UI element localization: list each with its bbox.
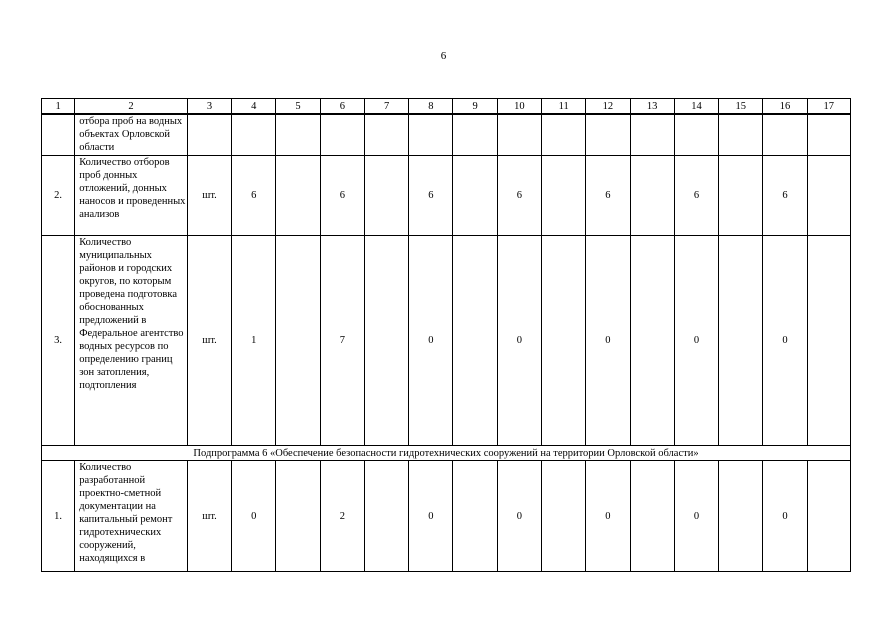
value-cell: [542, 236, 586, 446]
indicator-name: отбора проб на водных объектах Орловской области: [75, 114, 188, 156]
page-number: 6: [440, 50, 447, 62]
table-row: [42, 156, 851, 236]
value-cell: [453, 461, 497, 572]
column-header: 2: [75, 99, 188, 115]
value-cell: [763, 114, 807, 156]
unit-cell: [187, 114, 231, 156]
unit-cell: шт.: [187, 156, 231, 236]
value-cell: [807, 114, 850, 156]
value-cell: 0: [763, 461, 807, 572]
subprogram-title: Подпрограмма 6 «Обеспечение безопасности гидротехнических сооружений на территории Орловской области»: [42, 446, 851, 461]
value-cell: [542, 114, 586, 156]
value-cell: 6: [674, 156, 718, 236]
value-cell: 6: [320, 156, 364, 236]
table-row: [42, 461, 851, 572]
column-header: 17: [807, 99, 850, 115]
row-number: 1.: [42, 461, 75, 572]
value-cell: [453, 236, 497, 446]
unit-cell: шт.: [187, 236, 231, 446]
value-cell: 0: [674, 236, 718, 446]
value-cell: [807, 236, 850, 446]
value-cell: 0: [586, 461, 630, 572]
value-cell: [276, 156, 320, 236]
value-cell: [807, 461, 850, 572]
value-cell: [542, 461, 586, 572]
value-cell: 0: [232, 461, 276, 572]
value-cell: 0: [586, 236, 630, 446]
column-header: 8: [409, 99, 453, 115]
value-cell: [409, 114, 453, 156]
value-cell: [542, 156, 586, 236]
unit-cell: шт.: [187, 461, 231, 572]
value-cell: 2: [320, 461, 364, 572]
value-cell: 0: [763, 236, 807, 446]
value-cell: [364, 461, 408, 572]
value-cell: 0: [497, 461, 541, 572]
value-cell: 6: [497, 156, 541, 236]
value-cell: [630, 236, 674, 446]
value-cell: 1: [232, 236, 276, 446]
value-cell: [630, 461, 674, 572]
indicator-name: Количество отборов проб донных отложений, донных наносов и проведенных анализов: [75, 156, 188, 236]
value-cell: [276, 114, 320, 156]
value-cell: 0: [674, 461, 718, 572]
value-cell: [630, 114, 674, 156]
value-cell: [674, 114, 718, 156]
value-cell: 6: [232, 156, 276, 236]
row-number: [42, 114, 75, 156]
value-cell: [719, 236, 763, 446]
table-header-row: [42, 99, 851, 115]
value-cell: [719, 461, 763, 572]
column-header: 15: [719, 99, 763, 115]
value-cell: 6: [586, 156, 630, 236]
column-header: 14: [674, 99, 718, 115]
table-row: [42, 114, 851, 156]
value-cell: [630, 156, 674, 236]
value-cell: [364, 156, 408, 236]
value-cell: [364, 114, 408, 156]
value-cell: 6: [763, 156, 807, 236]
column-header: 5: [276, 99, 320, 115]
column-header: 11: [542, 99, 586, 115]
column-header: 16: [763, 99, 807, 115]
value-cell: [586, 114, 630, 156]
value-cell: [320, 114, 364, 156]
value-cell: [276, 236, 320, 446]
column-header: 9: [453, 99, 497, 115]
indicator-name: Количество разработанной проектно-сметной документации на капитальный ремонт гидротехнических сооружений, находящихся в: [75, 461, 188, 572]
table-row: [42, 236, 851, 446]
row-number: 2.: [42, 156, 75, 236]
indicator-name: Количество муниципальных районов и городских округов, по которым проведена подготовка обоснованных предложений в Федеральное агентство водных ресурсов по определению границ зон затопления, подтопления: [75, 236, 188, 446]
value-cell: [276, 461, 320, 572]
value-cell: 6: [409, 156, 453, 236]
row-number: 3.: [42, 236, 75, 446]
value-cell: [719, 156, 763, 236]
column-header: 7: [364, 99, 408, 115]
value-cell: 0: [409, 236, 453, 446]
column-header: 4: [232, 99, 276, 115]
value-cell: [232, 114, 276, 156]
value-cell: 0: [409, 461, 453, 572]
value-cell: [807, 156, 850, 236]
column-header: 6: [320, 99, 364, 115]
value-cell: [364, 236, 408, 446]
subprogram-row: [42, 446, 851, 461]
value-cell: [497, 114, 541, 156]
indicators-table: [41, 98, 851, 572]
column-header: 10: [497, 99, 541, 115]
value-cell: [453, 114, 497, 156]
column-header: 13: [630, 99, 674, 115]
column-header: 1: [42, 99, 75, 115]
value-cell: 0: [497, 236, 541, 446]
column-header: 3: [187, 99, 231, 115]
value-cell: 7: [320, 236, 364, 446]
column-header: 12: [586, 99, 630, 115]
value-cell: [453, 156, 497, 236]
value-cell: [719, 114, 763, 156]
